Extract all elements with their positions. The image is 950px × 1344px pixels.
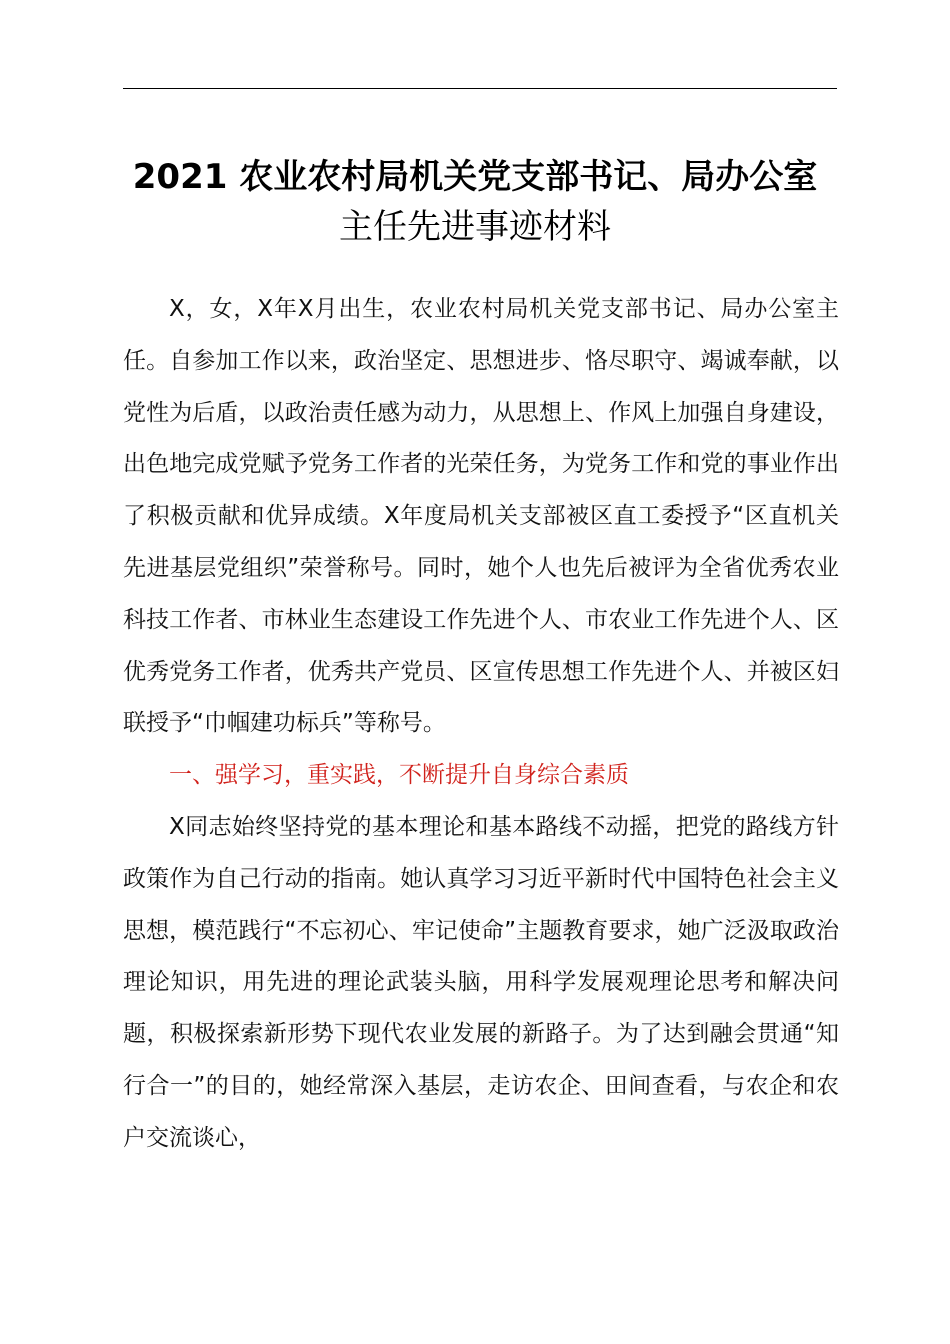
document-title (100, 152, 850, 252)
header-rule (123, 88, 837, 89)
document-body (123, 284, 839, 1165)
title-line-2: 主任先进事迹材料 (339, 207, 611, 247)
section-heading-1: 一、强学习，重实践，不断提升自身综合素质 (169, 762, 629, 789)
title-line-1: 2021 农业农村局机关党支部书记、局办公室 (132, 157, 818, 197)
paragraph-intro: X，女，X年X月出生，农业农村局机关党支部书记、局办公室主任。自参加工作以来，政治坚定、思想进步、恪尽职守、竭诚奉献，以党性为后盾，以政治责任感为动力，从思想上、作风上加强自身建设，出色地完成党赋予党务工作者的光荣任务，为党务工作和党的事业作出了积极贡献和优异成绩。X年度局机关支部被区直工委授予“区直机关先进基层党组织”荣誉称号。同时，她个人也先后被评为全省优秀农业科技工作者、市林业生态建设工作先进个人、市农业工作先进个人、区优秀党务工作者，优秀共产党员、区宣传思想工作先进个人、并被区妇联授予“巾帼建功标兵”等称号。 (123, 296, 839, 737)
paragraph-section-1: X同志始终坚持党的基本理论和基本路线不动摇，把党的路线方针政策作为自己行动的指南。她认真学习习近平新时代中国特色社会主义思想，模范践行“不忘初心、牢记使命”主题教育要求，她广泛汲取政治理论知识，用先进的理论武装头脑，用科学发展观理论思考和解决问题，积极探索新形势下现代农业发展的新路子。为了达到融会贯通“知行合一”的目的，她经常深入基层，走访农企、田间查看，与农企和农户交流谈心， (123, 813, 839, 1151)
